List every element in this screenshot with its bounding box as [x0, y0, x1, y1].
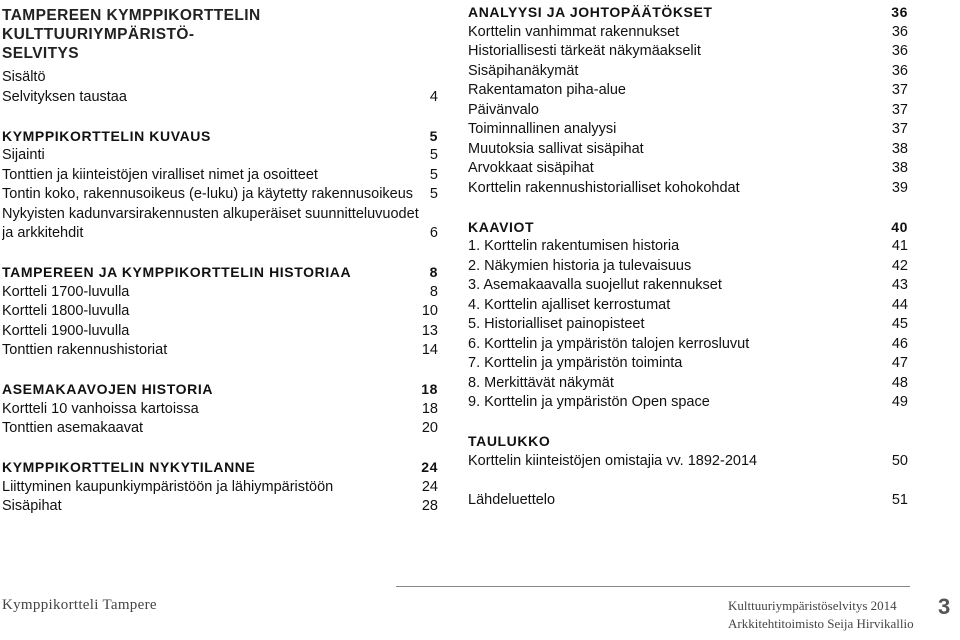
toc-entry-sources[interactable] [468, 491, 908, 511]
document-title-line-2: SELVITYS [2, 45, 79, 62]
toc-entry[interactable] [468, 101, 908, 121]
toc-entry-page: 28 [421, 498, 438, 514]
toc-entry[interactable] [468, 276, 908, 296]
toc-entry-page: 5 [429, 186, 438, 202]
toc-entry-page: 48 [891, 374, 908, 391]
toc-entry-page: 37 [891, 82, 908, 98]
toc-entry[interactable] [468, 315, 908, 335]
toc-entry-label: 1. Korttelin rakentumisen historia [468, 238, 680, 254]
toc-entry[interactable] [468, 452, 908, 472]
toc-entry-label: Tontin koko, rakennusoikeus (e-luku) ja käytetty rakennusoikeus [2, 186, 414, 202]
toc-entry[interactable] [2, 497, 438, 517]
toc-entry-label: Korttelin vanhimmat rakennukset [468, 23, 680, 40]
toc-entry-label: Kortteli 1900-luvulla [2, 322, 130, 339]
toc-entry-label: Tonttien rakennushistoriat [2, 342, 168, 358]
toc-section-label: TAMPEREEN JA KYMPPIKORTTELIN HISTORIAA [2, 264, 352, 280]
toc-entry-page: 5 [429, 166, 438, 183]
toc-entry-label: 9. Korttelin ja ympäristön Open space [468, 394, 710, 410]
toc-entry-label: Muutoksia sallivat sisäpihat [468, 140, 644, 157]
toc-entry[interactable] [468, 393, 908, 413]
toc-entry[interactable] [468, 159, 908, 179]
toc-entry-page: 13 [421, 322, 438, 339]
toc-entry[interactable] [2, 419, 438, 439]
toc-entry[interactable] [468, 237, 908, 257]
toc-entry-page: 36 [891, 23, 908, 40]
toc-entry-page: 5 [429, 147, 438, 163]
toc-section-heading[interactable] [2, 380, 438, 400]
toc-entry-label: 2. Näkymien historia ja tulevaisuus [468, 257, 692, 274]
footer-report-info [728, 597, 914, 633]
toc-entry-label: Liittyminen kaupunkiympäristöön ja lähiympäristöön [2, 478, 334, 495]
toc-entry[interactable] [2, 166, 438, 186]
toc-heading: Sisältö [2, 69, 46, 85]
toc-entry[interactable] [2, 283, 438, 303]
toc-section-heading[interactable] [2, 458, 438, 478]
toc-entry[interactable] [2, 224, 438, 244]
toc-entry-label: Rakentamaton piha-alue [468, 82, 626, 98]
toc-entry-page: 18 [421, 400, 438, 417]
toc-entry-page: 10 [421, 303, 438, 319]
toc-entry-page: 20 [421, 420, 438, 436]
toc-entry[interactable] [2, 88, 438, 108]
footer-report-title: Kulttuuriympäristöselvitys 2014 [728, 598, 897, 613]
toc-entry-page: 38 [891, 160, 908, 176]
toc-entry-page: 4 [429, 88, 438, 105]
toc-section-heading[interactable] [468, 3, 908, 23]
toc-entry[interactable] [468, 179, 908, 199]
toc-entry-label: 4. Korttelin ajalliset kerrostumat [468, 296, 671, 313]
toc-entry[interactable] [468, 81, 908, 101]
toc-entry-label: Toiminnallinen analyysi [468, 121, 617, 137]
toc-entry-page: 37 [891, 101, 908, 118]
toc-entry-label: Arvokkaat sisäpihat [468, 160, 594, 176]
document-title [2, 6, 442, 63]
toc-section-page: 40 [891, 218, 908, 235]
toc-entry-page: 14 [421, 342, 438, 358]
toc-section-heading[interactable] [468, 432, 908, 452]
toc-entry[interactable] [468, 62, 908, 82]
toc-section-page: 24 [421, 459, 438, 475]
toc-entry-label: 6. Korttelin ja ympäristön talojen kerrosluvut [468, 335, 750, 352]
toc-section-label: KYMPPIKORTTELIN KUVAUS [2, 127, 211, 144]
toc-entry[interactable] [2, 322, 438, 342]
toc-section-page: 36 [891, 4, 908, 20]
toc-entry-label: ja arkkitehdit [2, 225, 84, 241]
toc-entry-label: Sisäpihanäkymät [468, 62, 579, 79]
toc-entry-label: 7. Korttelin ja ympäristön toiminta [468, 355, 683, 371]
toc-entry-label: Tonttien ja kiinteistöjen viralliset nimet ja osoitteet [2, 166, 318, 183]
toc-entry-label: Sijainti [2, 147, 45, 163]
footer-divider [396, 586, 910, 587]
toc-section-page: 5 [429, 127, 438, 144]
toc-entry-label: Korttelin kiinteistöjen omistajia vv. 1892-2014 [468, 452, 758, 469]
toc-section-page: 18 [421, 381, 438, 397]
toc-entry-label: Kortteli 10 vanhoissa kartoissa [2, 400, 199, 417]
toc-entry-wrapped-line[interactable]: Nykyisten kadunvarsirakennusten alkuperäiset suunnitteluvuodet [2, 205, 419, 222]
toc-section-label: ASEMAKAAVOJEN HISTORIA [2, 381, 214, 397]
toc-entry-page: 38 [891, 140, 908, 157]
toc-entry[interactable] [468, 374, 908, 394]
toc-entry-page: 36 [891, 43, 908, 59]
toc-entry-label: Selvityksen taustaa [2, 88, 127, 105]
toc-section-page: 8 [429, 264, 438, 280]
page-number: 3 [938, 594, 951, 619]
toc-entry[interactable] [468, 257, 908, 277]
toc-entry[interactable] [468, 354, 908, 374]
toc-entry-label: 3. Asemakaavalla suojellut rakennukset [468, 277, 722, 293]
toc-entry-label: Korttelin rakennushistorialliset kohokohdat [468, 179, 740, 196]
toc-section-label: TAULUKKO [468, 433, 551, 449]
toc-entry[interactable] [2, 400, 438, 420]
toc-entry[interactable] [2, 478, 438, 498]
toc-entry-page: 39 [891, 179, 908, 196]
toc-entry-label: Tonttien asemakaavat [2, 420, 144, 436]
toc-section-label: KYMPPIKORTTELIN NYKYTILANNE [2, 459, 256, 475]
toc-entry-page: 37 [891, 121, 908, 137]
toc-entry-page: 49 [891, 394, 908, 410]
toc-entry-page: 45 [891, 316, 908, 332]
toc-entry-page: 51 [891, 491, 908, 508]
toc-entry-page: 6 [429, 225, 438, 241]
toc-entry-page: 42 [891, 257, 908, 274]
toc-entry-page: 44 [891, 296, 908, 313]
toc-entry-label: Lähdeluettelo [468, 491, 556, 508]
toc-entry-label: Sisäpihat [2, 498, 62, 514]
toc-right-column [468, 3, 908, 510]
toc-entry-label: Kortteli 1700-luvulla [2, 283, 130, 300]
toc-entry[interactable] [2, 146, 438, 166]
toc-entry[interactable] [2, 341, 438, 361]
toc-entry-page: 46 [891, 335, 908, 352]
toc-entry-page: 47 [891, 355, 908, 371]
toc-entry-label: Kortteli 1800-luvulla [2, 303, 130, 319]
toc-entry-page: 8 [429, 283, 438, 300]
document-title-line-1: TAMPEREEN KYMPPIKORTTELIN KULTTUURIYMPÄRISTÖ- [2, 7, 261, 43]
toc-entry-page: 24 [421, 478, 438, 495]
toc-entry[interactable] [468, 23, 908, 43]
toc-entry[interactable] [468, 120, 908, 140]
toc-entry-page: 36 [891, 62, 908, 79]
toc-entry[interactable] [2, 185, 438, 205]
toc-section-heading[interactable] [468, 218, 908, 238]
toc-entry-page: 43 [891, 277, 908, 293]
toc-left-column [2, 68, 438, 517]
toc-entry-label: Päivänvalo [468, 101, 539, 118]
toc-entry[interactable] [2, 302, 438, 322]
toc-section-heading[interactable] [2, 263, 438, 283]
toc-entry-label: 8. Merkittävät näkymät [468, 374, 614, 391]
toc-entry-label: Historiallisesti tärkeät näkymäakselit [468, 43, 701, 59]
toc-section-label: ANALYYSI JA JOHTOPÄÄTÖKSET [468, 4, 713, 20]
toc-entry[interactable] [468, 140, 908, 160]
toc-entry[interactable] [468, 42, 908, 62]
toc-entry[interactable] [468, 335, 908, 355]
toc-entry-label: 5. Historialliset painopisteet [468, 316, 645, 332]
footer-project-name: Kymppikortteli Tampere [2, 597, 157, 613]
footer-author: Arkkitehtitoimisto Seija Hirvikallio [728, 616, 914, 631]
toc-section-heading[interactable] [2, 127, 438, 147]
toc-entry[interactable] [468, 296, 908, 316]
toc-section-label: KAAVIOT [468, 218, 535, 235]
toc-entry-page: 50 [891, 452, 908, 469]
toc-entry-page: 41 [891, 238, 908, 254]
